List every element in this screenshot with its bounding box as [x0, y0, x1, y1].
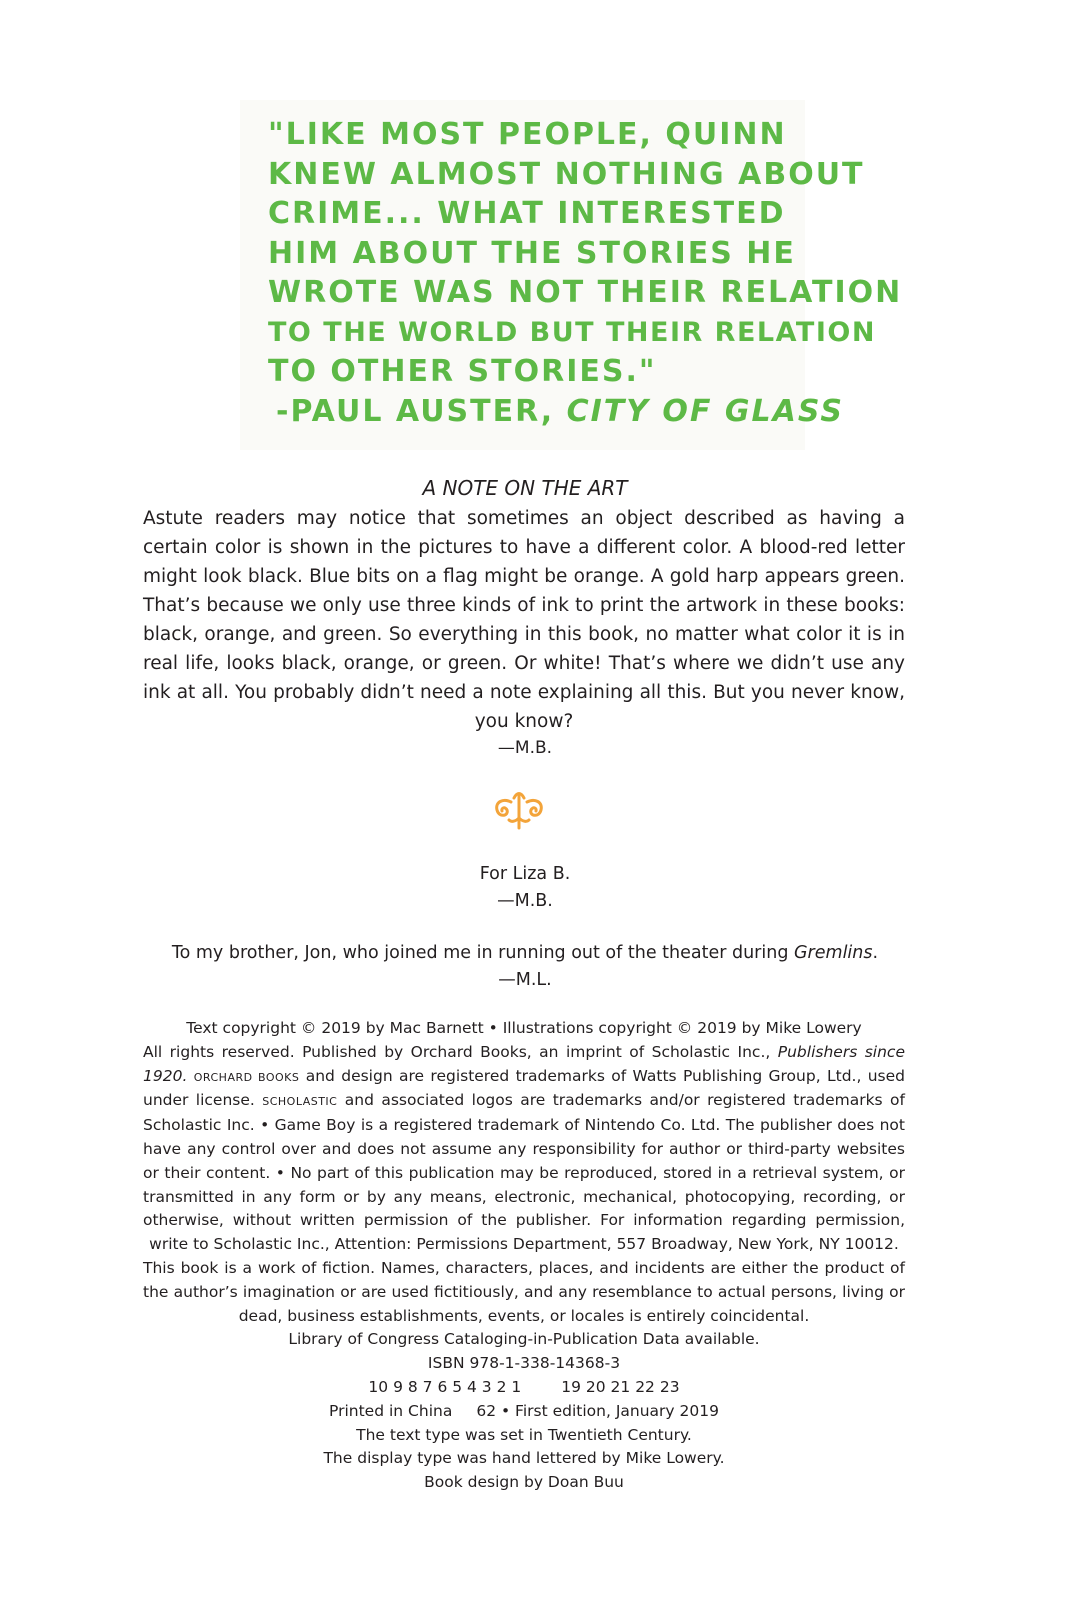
book-design-line: Book design by Doan Buu [424, 1473, 624, 1492]
publishers-since: Publishers since 1920. [143, 1042, 905, 1085]
copyright-line: Text copyright © 2019 by Mac Barnett • Illustrations copyright © 2019 by Mike Lowery [186, 1019, 862, 1037]
printing-numbers: 10 9 8 7 6 5 4 3 2 1 [368, 1377, 522, 1396]
epigraph-line: CRIME... WHAT INTERESTED [268, 196, 786, 231]
epigraph-attribution [268, 392, 844, 432]
printing-line [143, 1376, 905, 1400]
dedication-ml-end: . [872, 943, 879, 963]
epigraph-line: "LIKE MOST PEOPLE, QUINN [268, 117, 787, 152]
epigraph-line: HIM ABOUT THE STORIES HE [268, 235, 796, 271]
epigraph [268, 115, 903, 431]
epigraph-line: TO THE WORLD BUT THEIR RELATION [268, 316, 876, 348]
dedication-ml-signature: —M.L. [498, 970, 552, 990]
epigraph-line: TO OTHER STORIES." [268, 354, 657, 389]
orchard-text: and design are registered trademarks of Watts Publishing Group, Ltd., used under license. [143, 1066, 906, 1110]
epigraph-line: KNEW ALMOST NOTHING ABOUT [268, 156, 865, 192]
rights-text: All rights reserved. Published by Orchard Books, an imprint of Scholastic Inc., [143, 1042, 778, 1061]
epigraph-author: -PAUL AUSTER, [276, 393, 567, 429]
dedication-ml-title: Gremlins [794, 943, 873, 963]
note-body: Astute readers may notice that sometimes an object described as having a certain color is shown in the pictures to have a different color. A blood-red letter might look black. Blue bits on a flag might be orange. A gold harp appears green. That’s because we only use three kinds of ink to print the artwork in these books: black, orange, and green. So everything in this book, no matter what color it is in real life, looks black, orange, or green. Or white! That’s where we didn’t use any ink at all. You probably didn’t need a note explaining all this. But you never know, you know? [143, 508, 905, 732]
note-heading: A NOTE ON THE ART [422, 476, 628, 500]
scholastic-mark: SCHOLASTIC [262, 1095, 338, 1109]
orchard-books-mark: ORCHARD BOOKS [193, 1070, 300, 1084]
display-type-line: The display type was hand lettered by Mike Lowery. [323, 1449, 725, 1468]
dedication-mb: For Liza B. [479, 864, 571, 884]
dedication-mb-signature: —M.B. [497, 891, 553, 911]
copyright-rights [143, 1041, 905, 1257]
loc-line: Library of Congress Cataloging-in-Publication Data available. [288, 1330, 760, 1349]
note-signature: —M.B. [497, 738, 553, 758]
printed-in: Printed in China [329, 1401, 453, 1420]
dedication-ml [0, 943, 1050, 963]
dedication-ml-text: To my brother, Jon, who joined me in running out of the theater during [171, 943, 794, 963]
fiction-notice: This book is a work of fiction. Names, characters, places, and incidents are either the product of the author’s imagination or are used fictitiously, and any resemblance to actual persons, living or dead, business establishments, events, or locales is entirely coincidental. [143, 1258, 905, 1325]
printing-years: 19 20 21 22 23 [561, 1377, 680, 1396]
epigraph-source: CITY OF GLASS [566, 393, 844, 429]
edition-line [143, 1400, 905, 1424]
isbn-line: ISBN 978-1-338-14368-3 [427, 1354, 621, 1373]
text-type-line: The text type was set in Twentieth Century. [356, 1425, 692, 1444]
epigraph-line: WROTE WAS NOT THEIR RELATION [268, 275, 903, 310]
legal-text: and associated logos are trademarks and/or registered trademarks of Scholastic Inc. • Game Boy is a registered trademark of Nintendo Co. Ltd. The publisher does not have any control over and does not assume any responsibility for author or third-party websites or their content. • No part of this publication may be reproduced, stored in a retrieval system, or transmitted in any form or by any means, electronic, mechanical, photocopying, recording, or otherwise, without written permission of the publisher. For information regarding permission, write to Scholastic Inc., Attention: Permissions Department, 557 Broadway, New York, NY 10012. [143, 1091, 905, 1254]
edition: 62 • First edition, January 2019 [476, 1401, 719, 1420]
orange-flourish-ornament-icon [489, 788, 549, 833]
copyright-block [143, 1017, 905, 1495]
